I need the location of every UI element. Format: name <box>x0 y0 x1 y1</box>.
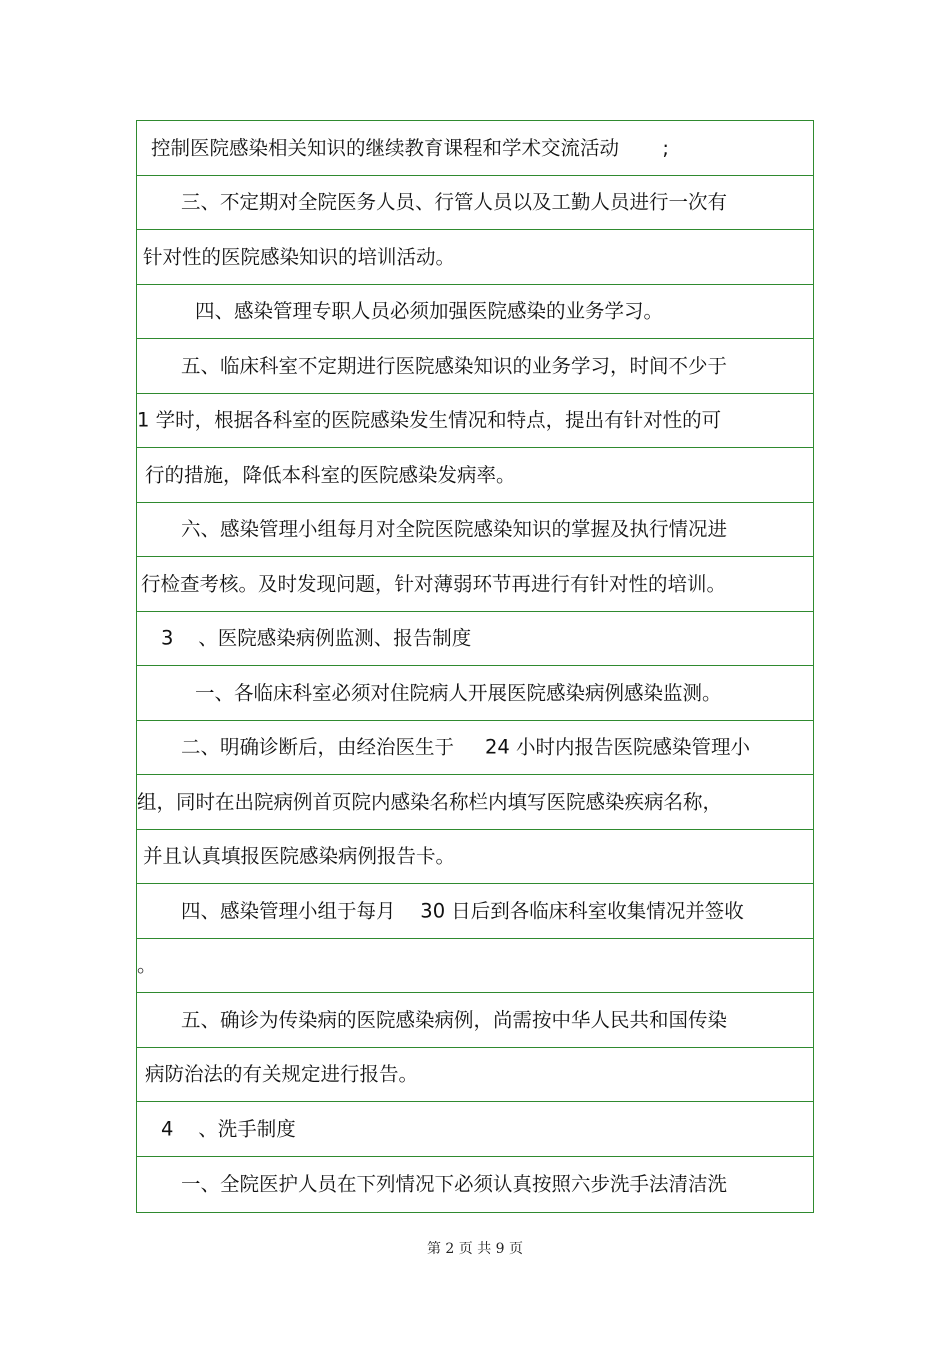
text-line: 六、感染管理小组每月对全院医院感染知识的掌握及执行情况进 <box>181 517 728 541</box>
table-row <box>137 230 813 285</box>
document-table <box>136 120 814 1213</box>
section-heading: 3 、医院感染病例监测、报告制度 <box>161 626 472 650</box>
text-line: 四、感染管理小组于每月 30 日后到各临床科室收集情况并签收 <box>181 899 744 922</box>
table-row <box>137 339 813 394</box>
text-line: 。 <box>137 953 157 977</box>
text-line: 一、各临床科室必须对住院病人开展医院感染病例感染监测。 <box>195 681 722 704</box>
table-row <box>137 830 813 885</box>
table-row <box>137 939 813 994</box>
page-footer <box>0 1238 950 1258</box>
text-line: 组，同时在出院病例首页院内感染名称栏内填写医院感染疾病名称， <box>137 790 723 813</box>
text-line: 并且认真填报医院感染病例报告卡。 <box>143 844 456 868</box>
table-row <box>137 612 813 667</box>
text-line: 行的措施，降低本科室的医院感染发病率。 <box>145 463 516 486</box>
table-row <box>137 666 813 721</box>
table-row <box>137 557 813 612</box>
table-row <box>137 1157 813 1213</box>
text-line: 四、感染管理专职人员必须加强医院感染的业务学习。 <box>195 299 664 323</box>
text-line: 五、确诊为传染病的医院感染病例，尚需按中华人民共和国传染 <box>181 1008 728 1031</box>
table-row <box>137 394 813 449</box>
table-row <box>137 176 813 231</box>
table-row <box>137 285 813 340</box>
table-row <box>137 721 813 776</box>
text-line: 病防治法的有关规定进行报告。 <box>145 1062 419 1086</box>
text-line: 1 学时，根据各科室的医院感染发生情况和特点，提出有针对性的可 <box>137 408 722 432</box>
table-row <box>137 121 813 176</box>
table-row <box>137 884 813 939</box>
text-line: 五、临床科室不定期进行医院感染知识的业务学习，时间不少于 <box>181 354 728 377</box>
text-line: 一、全院医护人员在下列情况下必须认真按照六步洗手法清洁洗 <box>181 1172 728 1196</box>
text-line: 针对性的医院感染知识的培训活动。 <box>143 245 456 268</box>
text-line: 三、不定期对全院医务人员、行管人员以及工勤人员进行一次有 <box>181 190 728 214</box>
table-row <box>137 993 813 1048</box>
table-row <box>137 775 813 830</box>
section-heading: 4 、洗手制度 <box>161 1117 296 1140</box>
table-row <box>137 448 813 503</box>
table-row <box>137 1048 813 1103</box>
table-row <box>137 503 813 558</box>
table-row <box>137 1102 813 1157</box>
text-line: 二、明确诊断后，由经治医生于 24 小时内报告医院感染管理小 <box>181 735 751 759</box>
text-line: 控制医院感染相关知识的继续教育课程和学术交流活动 ; <box>151 136 669 159</box>
text-line: 行检查考核。及时发现问题，针对薄弱环节再进行有针对性的培训。 <box>141 572 727 595</box>
page-number: 第 2 页 共 9 页 <box>426 1241 524 1257</box>
